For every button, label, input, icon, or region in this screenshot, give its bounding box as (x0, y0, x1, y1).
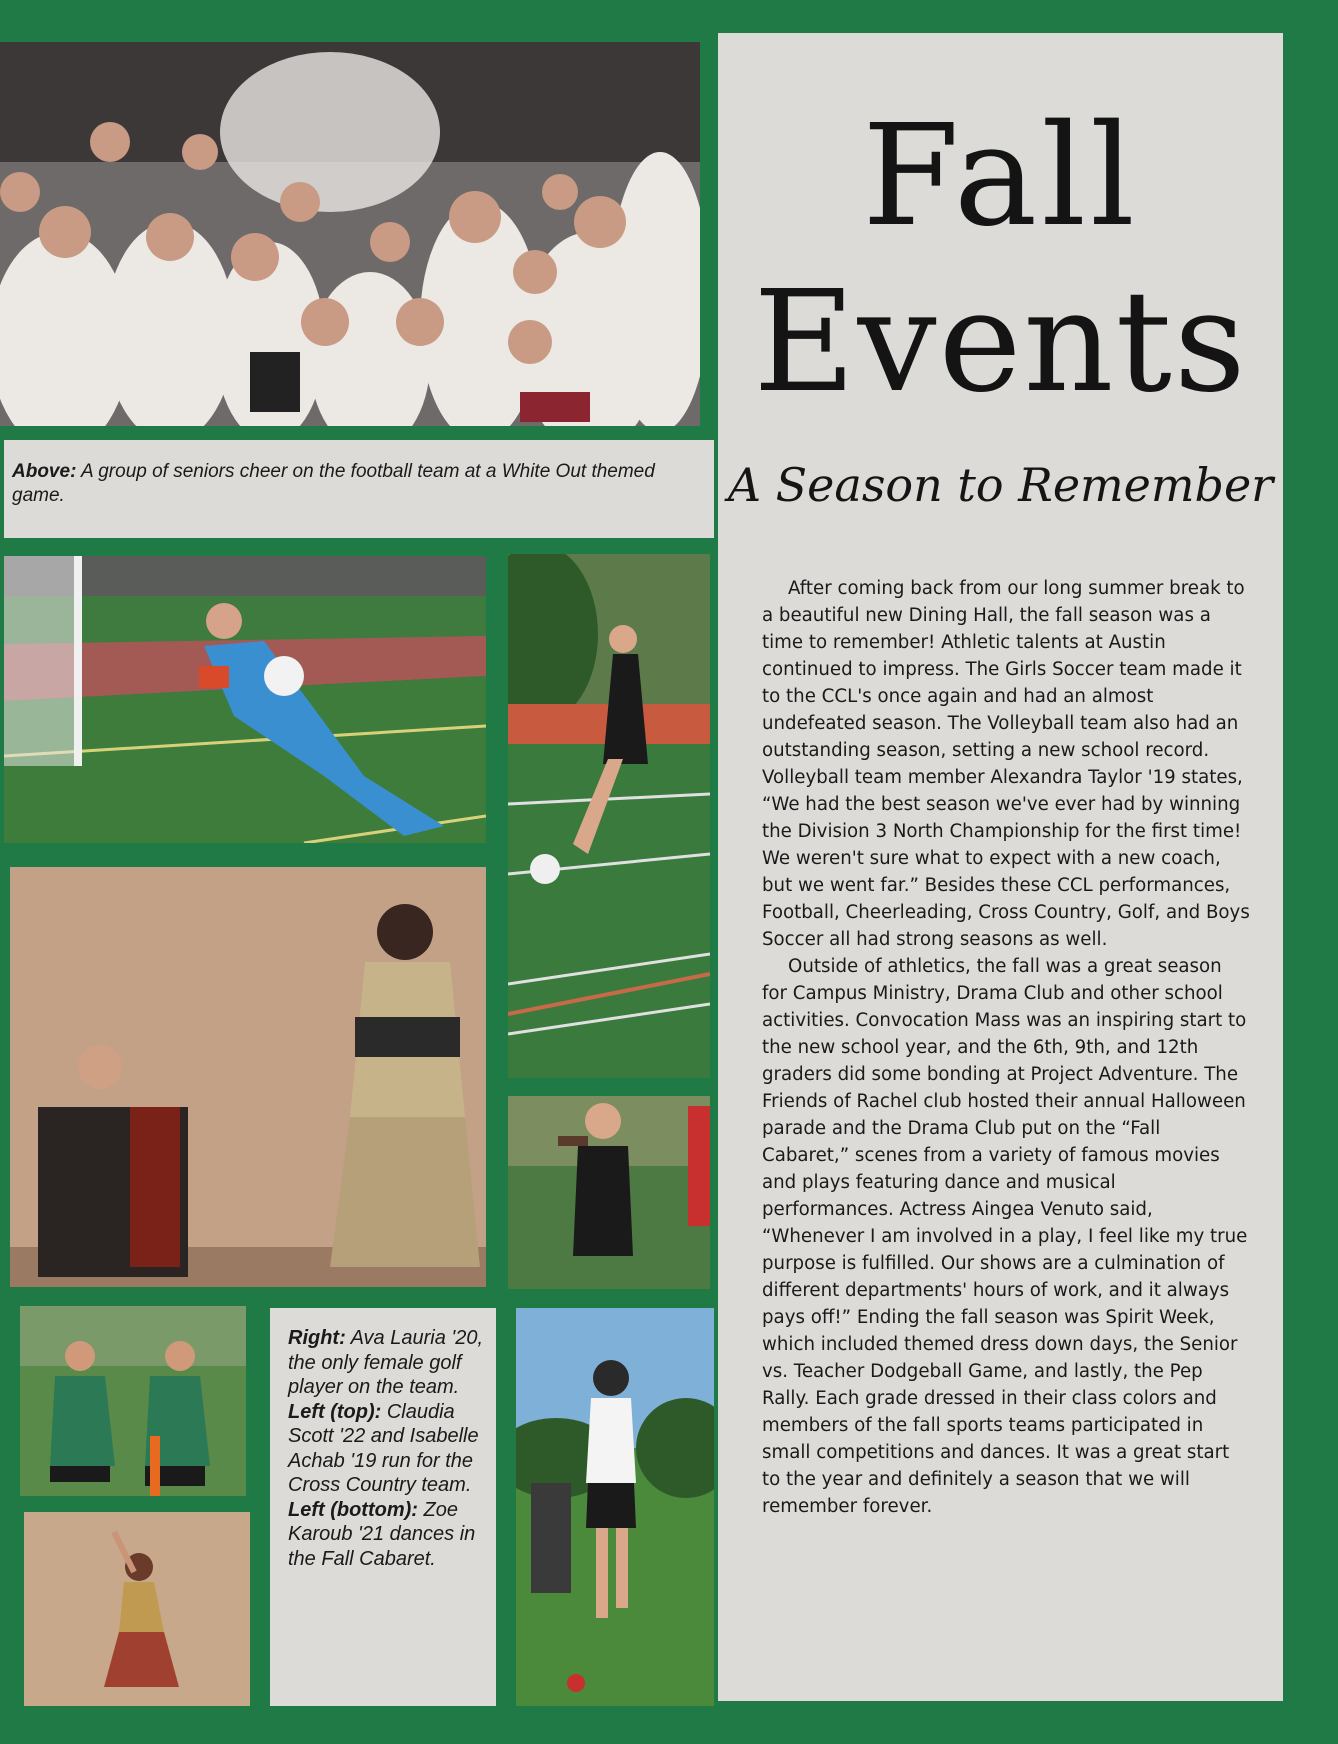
photo-cross-country-duo (20, 1306, 246, 1496)
caption-right-label: Right: (288, 1327, 346, 1349)
caption-box (270, 1308, 496, 1706)
article-paragraph: After coming back from our long summer break to a beautiful new Dining Hall, the fall season was a time to remember! Athletic talents at Austin continued to impress. The Girls Soccer team made it to the CCL's once again and had an almost undefeated season. The Volleyball team also had an outstanding season, setting a new school record. Volleyball team member Alexandra Taylor '19 states, “We had the best season we've ever had by winning the Division 3 North Championship for the first time! We weren't sure what to expect with a new coach, but we went far.” Besides these CCL performances, Football, Cheerleading, Cross Country, Golf, and Boys Soccer all had strong seasons as well. (762, 578, 1250, 950)
caption-box-text (288, 1326, 488, 1571)
photo-soccer-goalkeeper (4, 556, 486, 843)
photo-golfer (516, 1308, 714, 1706)
photo-cross-country-runner (508, 1096, 710, 1289)
article-panel (718, 33, 1283, 1701)
article-body (762, 575, 1250, 1520)
caption-left-bottom-label: Left (bottom): (288, 1498, 418, 1521)
bottom-border (0, 1706, 1338, 1744)
article-paragraph: Outside of athletics, the fall was a great season for Campus Ministry, Drama Club and other school activities. Convocation Mass was an inspiring start to the new school year, and the 6th, 9th, and 12th graders did some bonding at Project Adventure. The Friends of Rachel club hosted their annual Halloween parade and the Drama Club put on the “Fall Cabaret,” scenes from a variety of famous movies and plays featuring dance and musical performances. Actress Aingea Venuto said, “Whenever I am involved in a play, I feel like my true purpose is fulfilled. Our shows are a culmination of different departments' hours of work, and it always pays off!” Ending the fall season was Spirit Week, which included themed dress down days, the Senior vs. Teacher Dodgeball Game, and lastly, the Pep Rally. Each grade dressed in their class colors and members of the fall sports teams participated in small competitions and dances. It was a great start to the year and definitely a season that we will remember forever. (762, 956, 1248, 1517)
photo-drama-stage (10, 867, 486, 1287)
page-title-line1: Fall (862, 95, 1139, 258)
caption-right-text: Ava Lauria '20, the only female golf player on the team. (288, 1327, 484, 1398)
caption-whiteout-text (12, 460, 702, 508)
caption-label: Above: (12, 461, 77, 482)
caption-left-bottom-text: Zoe Karoub '21 dances in the Fall Cabaret. (288, 1498, 476, 1570)
photo-cabaret-dancer (24, 1512, 250, 1706)
page-title-line2: Events (753, 261, 1248, 424)
caption-left-top-label: Left (top): (288, 1400, 382, 1423)
photo-whiteout-crowd (0, 42, 700, 426)
page-subtitle: A Season to Remember (727, 458, 1274, 512)
caption-body: A group of seniors cheer on the football team at a White Out themed game. (12, 461, 655, 506)
caption-left-top-text: Claudia Scott '22 and Isabelle Achab '19 run for the Cross Country team. (288, 1400, 479, 1496)
caption-whiteout (4, 440, 714, 538)
photo-soccer-dribbling (508, 554, 710, 1078)
